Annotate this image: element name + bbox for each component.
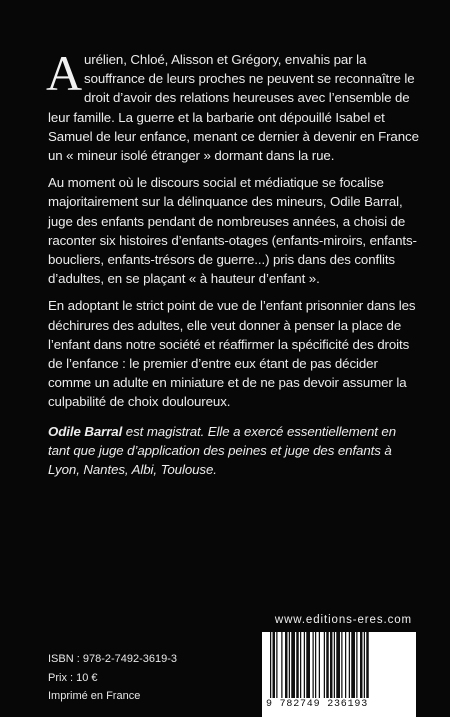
barcode-bar	[270, 632, 271, 698]
barcode-bar	[330, 632, 333, 698]
book-info	[48, 650, 177, 706]
summary-paragraph-1-text: urélien, Chloé, Alisson et Grégory, envahis par la souffrance de leurs proches ne peuvent se reconnaître le droit d’avoir des relations heureuses avec l’ensemble de leur famille. La guerre et la barbarie ont dépouillé Isabel et Samuel de leur enfance, menant ce dernier à devenir en France un « mineur isolé étranger » dormant dans la rue.	[48, 52, 419, 164]
isbn-text: ISBN : 978-2-7492-3619-3	[48, 653, 178, 665]
barcode-bar	[324, 632, 325, 698]
summary-paragraph-2: Au moment où le discours social et médiatique se focalise majoritairement sur la délinquance des mineurs, Odile Barral, juge des enfants pendant de nombreuses années, a choisi de raconter six histoires d’enfants-otages (enfants-miroirs, enfants-boucliers, enfants-trésors de guerre...) pris dans des conflits d’adultes, en se plaçant « à hauteur d’enfant ».	[48, 175, 417, 287]
price-text: Prix : 10 €	[48, 671, 98, 684]
barcode-bar	[300, 632, 301, 698]
author-bio-text: est magistrat. Elle a exercé essentiellement en tant que juge d’application des peines et juge des enfants à Lyon, Nantes, Albi, Toulouse.	[48, 423, 397, 478]
publisher-website: www.editions-eres.com	[274, 614, 412, 626]
barcode-bar	[273, 632, 276, 698]
barcode-bar	[334, 632, 335, 698]
barcode-bar	[351, 632, 355, 698]
barcode-bar	[356, 632, 357, 698]
barcode-bar	[366, 632, 369, 698]
barcode-bar	[306, 632, 310, 698]
barcode	[262, 632, 416, 717]
barcode-bar	[364, 632, 365, 698]
barcode-bar	[345, 632, 346, 698]
barcode-bar	[291, 632, 295, 698]
barcode-bar	[289, 632, 290, 698]
printed-in-text: Imprimé en France	[48, 690, 141, 702]
drop-cap-letter: A	[46, 45, 83, 101]
barcode-bar	[285, 632, 288, 698]
barcode-bar	[315, 632, 316, 698]
barcode-bar	[341, 632, 342, 698]
barcode-bar	[296, 632, 299, 698]
barcode-bar	[276, 632, 277, 698]
barcode-digits: 9 782749 236193	[266, 699, 369, 710]
summary-paragraph-3: En adoptant le strict point de vue de l’enfant prisonnier dans les déchirures des adultes, elle veut donner à penser la place de l’enfant dans notre société et réaffirmer la spécificité des droits de l’enfance : le premier d’entre eux étant de pas décider comme un adulte en miniature et de ne pas devoir assumer la culpabilité de choix douloureux.	[48, 298, 416, 410]
barcode-bar	[326, 632, 329, 698]
barcode-bar	[319, 632, 320, 698]
barcode-bar	[281, 632, 282, 698]
summary-paragraph-1	[46, 45, 420, 165]
barcode-bars	[268, 632, 410, 698]
barcode-bar	[336, 632, 340, 698]
barcode-bar	[304, 632, 305, 698]
back-cover-summary	[46, 45, 420, 487]
author-bio	[48, 422, 420, 480]
author-name: Odile Barral	[48, 423, 123, 439]
barcode-bar	[313, 632, 314, 698]
barcode-bar	[349, 632, 350, 698]
barcode-bar	[360, 632, 363, 698]
